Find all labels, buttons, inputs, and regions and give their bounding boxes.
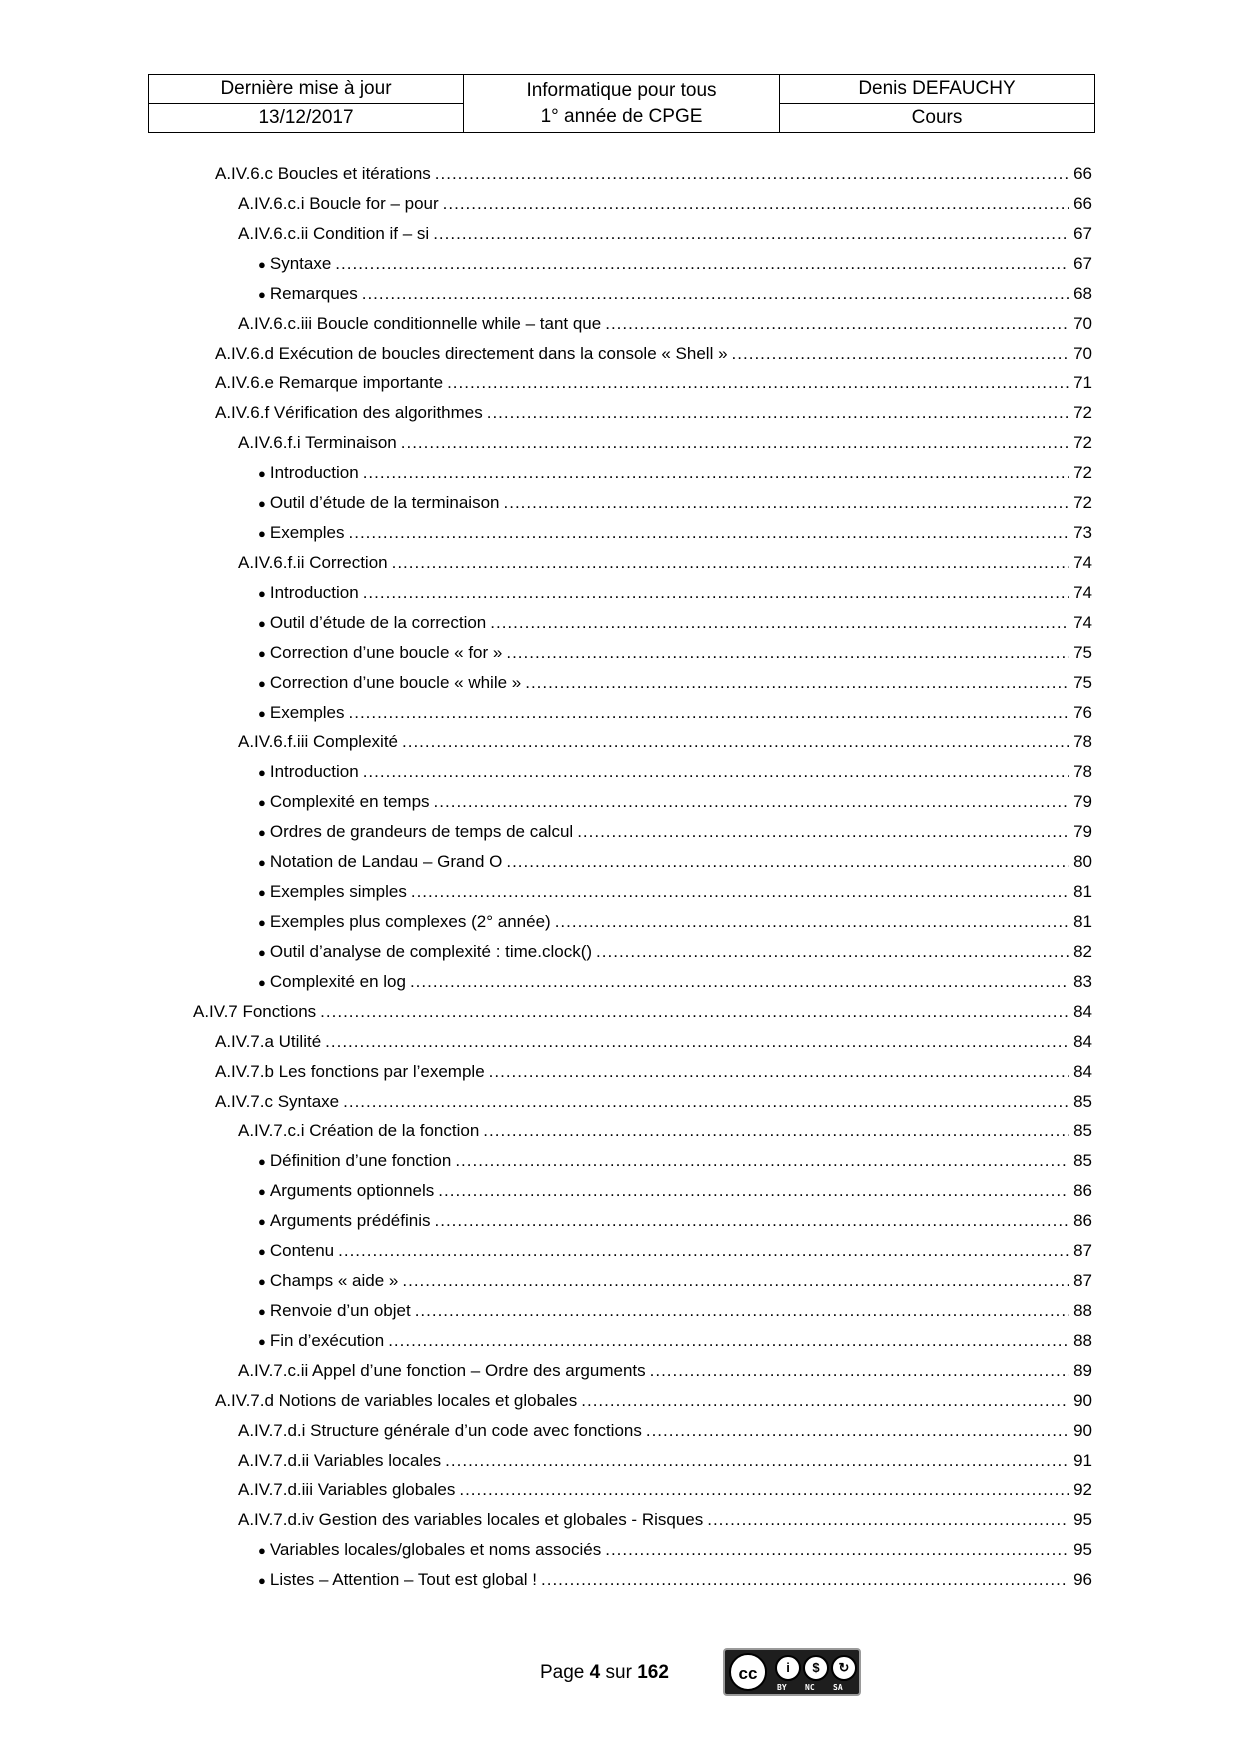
toc-entry-page: 78 — [1073, 732, 1092, 752]
toc-entry-page: 96 — [1073, 1570, 1092, 1590]
toc-entry-page: 66 — [1073, 164, 1092, 183]
dot-leader — [506, 641, 1069, 665]
toc-entry-title: A.IV.6.c.ii Condition if – si — [238, 223, 430, 243]
dot-leader — [455, 1149, 1069, 1173]
toc-entry[interactable] — [258, 820, 1092, 844]
toc-entry-title: Ordres de grandeurs de temps de calcul — [269, 822, 574, 842]
toc-entry[interactable] — [258, 641, 1092, 665]
toc-entry-title: Exemples simples — [269, 882, 407, 902]
toc-entry-page: 73 — [1073, 523, 1092, 543]
toc-entry-title: Fin d’exécution — [269, 1330, 385, 1350]
dot-leader — [338, 1239, 1069, 1263]
noncommercial-icon: $ — [803, 1655, 829, 1681]
toc-entry-title: Notation de Landau – Grand O — [269, 852, 503, 872]
toc-entry-page: 72 — [1073, 403, 1092, 423]
toc-entry[interactable] — [258, 760, 1092, 784]
toc-entry-page: 88 — [1073, 1330, 1092, 1350]
dot-leader — [343, 1090, 1069, 1114]
dot-leader — [410, 970, 1069, 994]
toc-entry-title: A.IV.7.a Utilité — [215, 1031, 322, 1051]
toc-entry-title: Correction d’une boucle « while » — [269, 672, 522, 692]
bullet-icon: ● — [258, 615, 266, 631]
toc-entry-title: Outil d’étude de la correction — [269, 612, 487, 632]
bullet-icon: ● — [258, 675, 266, 691]
bullet-icon: ● — [258, 1154, 266, 1170]
bullet-icon: ● — [258, 1214, 266, 1230]
toc-entry-title: Syntaxe — [269, 253, 332, 273]
bullet-icon: ● — [258, 705, 266, 721]
toc-entry-page: 74 — [1073, 582, 1092, 602]
page-footer — [0, 1648, 1240, 1698]
toc-entry-title: A.IV.7.d.i Structure générale d’un code avec fonctions — [238, 1420, 642, 1440]
toc-entry-page: 80 — [1073, 852, 1092, 872]
bullet-icon: ● — [258, 1303, 266, 1319]
toc-entry-title: A.IV.6.c Boucles et itérations — [215, 164, 431, 183]
toc-entry-page: 85 — [1073, 1151, 1092, 1171]
toc-entry[interactable] — [258, 790, 1092, 814]
dot-leader — [320, 1000, 1069, 1024]
bullet-icon: ● — [258, 885, 266, 901]
toc-entry-page: 84 — [1073, 1031, 1092, 1051]
dot-leader — [707, 1508, 1069, 1532]
bullet-icon: ● — [258, 1274, 266, 1290]
toc-entry-title: Remarques — [269, 283, 358, 303]
creative-commons-license-icon — [723, 1648, 861, 1696]
dot-leader — [605, 312, 1069, 336]
toc-entry[interactable] — [215, 1389, 1092, 1413]
toc-entry[interactable] — [238, 1449, 1092, 1473]
toc-entry[interactable] — [238, 222, 1092, 246]
toc-entry[interactable] — [238, 1359, 1092, 1383]
dot-leader — [402, 730, 1069, 754]
dot-leader — [363, 461, 1069, 485]
nc-label: NC — [805, 1683, 815, 1692]
toc-entry[interactable] — [238, 1478, 1092, 1502]
bullet-icon: ● — [258, 286, 266, 302]
toc-entry-title: A.IV.6.f Vérification des algorithmes — [215, 403, 483, 423]
toc-entry[interactable] — [258, 880, 1092, 904]
toc-entry-title: A.IV.7.c.i Création de la fonction — [238, 1121, 480, 1141]
toc-entry-page: 66 — [1073, 193, 1092, 213]
toc-entry-page: 82 — [1073, 941, 1092, 961]
toc-entry[interactable] — [258, 940, 1092, 964]
toc-entry-page: 90 — [1073, 1390, 1092, 1410]
toc-entry-page: 71 — [1073, 373, 1092, 393]
toc-entry-title: A.IV.6.d Exécution de boucles directement dans la console « Shell » — [215, 343, 728, 363]
toc-entry-page: 78 — [1073, 762, 1092, 782]
toc-entry[interactable] — [238, 192, 1092, 216]
toc-entry[interactable] — [238, 1508, 1092, 1532]
dot-leader — [435, 1209, 1070, 1233]
bullet-icon: ● — [258, 765, 266, 781]
toc-entry-page: 70 — [1073, 343, 1092, 363]
document-type: Cours — [780, 104, 1095, 133]
toc-entry[interactable] — [215, 162, 1092, 186]
toc-entry-title: Complexité en log — [269, 971, 406, 991]
by-label: BY — [777, 1683, 787, 1692]
toc-entry-title: Renvoie d’un objet — [269, 1300, 411, 1320]
toc-entry[interactable] — [258, 1239, 1092, 1263]
dot-leader — [541, 1568, 1069, 1592]
toc-entry-title: Contenu — [269, 1241, 335, 1261]
bullet-icon: ● — [258, 585, 266, 601]
bullet-icon: ● — [258, 526, 266, 542]
toc-entry-page: 87 — [1073, 1241, 1092, 1261]
dot-leader — [411, 880, 1069, 904]
toc-entry-title: A.IV.7.b Les fonctions par l’exemple — [215, 1061, 485, 1081]
dot-leader — [434, 790, 1070, 814]
toc-entry[interactable] — [258, 1538, 1092, 1562]
toc-entry[interactable] — [258, 910, 1092, 934]
toc-entry-title: Définition d’une fonction — [269, 1151, 452, 1171]
toc-entry-page: 87 — [1073, 1271, 1092, 1291]
toc-entry-page: 81 — [1073, 882, 1092, 902]
toc-entry-page: 67 — [1073, 223, 1092, 243]
toc-entry-title: A.IV.7 Fonctions — [193, 1001, 317, 1021]
toc-entry[interactable] — [215, 371, 1092, 395]
toc-entry-page: 72 — [1073, 463, 1092, 483]
dot-leader — [525, 671, 1069, 695]
toc-entry-page: 84 — [1073, 1061, 1092, 1081]
dot-leader — [415, 1299, 1069, 1323]
toc-entry-page: 86 — [1073, 1211, 1092, 1231]
dot-leader — [650, 1359, 1069, 1383]
dot-leader — [325, 1030, 1069, 1054]
toc-entry-title: Arguments prédéfinis — [269, 1211, 431, 1231]
dot-leader — [506, 850, 1069, 874]
dot-leader — [392, 551, 1069, 575]
toc-entry-page: 95 — [1073, 1540, 1092, 1560]
toc-entry-page: 89 — [1073, 1360, 1092, 1380]
toc-entry[interactable] — [238, 551, 1092, 575]
toc-entry[interactable] — [258, 850, 1092, 874]
toc-entry-title: Outil d’analyse de complexité : time.clock() — [269, 941, 593, 961]
toc-entry-page: 85 — [1073, 1121, 1092, 1141]
dot-leader — [363, 760, 1069, 784]
dot-leader — [388, 1329, 1069, 1353]
by-attribution-icon: i — [775, 1655, 801, 1681]
dot-leader — [433, 222, 1069, 246]
course-title: Informatique pour tous — [526, 79, 717, 101]
bullet-icon: ● — [258, 915, 266, 930]
toc-entry[interactable] — [258, 1209, 1092, 1233]
bullet-icon: ● — [258, 645, 266, 661]
toc-entry[interactable] — [238, 1419, 1092, 1443]
dot-leader — [363, 581, 1069, 605]
toc-entry-page: 70 — [1073, 313, 1092, 333]
bullet-icon: ● — [258, 825, 266, 841]
toc-entry[interactable] — [258, 1568, 1092, 1592]
toc-entry[interactable] — [258, 701, 1092, 725]
toc-entry-page: 81 — [1073, 912, 1092, 931]
toc-entry-title: Exemples — [269, 523, 345, 543]
toc-entry-page: 72 — [1073, 493, 1092, 513]
toc-entry[interactable] — [258, 521, 1092, 545]
toc-entry-page: 67 — [1073, 253, 1092, 273]
dot-leader — [483, 1119, 1069, 1143]
cc-logo-icon: cc — [729, 1653, 767, 1691]
bullet-icon: ● — [258, 256, 266, 272]
dot-leader — [459, 1478, 1069, 1502]
toc-entry[interactable] — [215, 1060, 1092, 1084]
toc-entry-title: A.IV.7.d.ii Variables locales — [238, 1450, 442, 1470]
dot-leader — [581, 1389, 1069, 1413]
toc-entry-page: 84 — [1073, 1001, 1092, 1021]
dot-leader — [646, 1419, 1069, 1443]
dot-leader — [443, 192, 1069, 216]
toc-entry[interactable] — [238, 730, 1092, 754]
toc-entry-title: Complexité en temps — [269, 792, 430, 812]
bullet-icon: ● — [258, 1184, 266, 1200]
toc-entry[interactable] — [238, 312, 1092, 336]
toc-entry-page: 83 — [1073, 971, 1092, 991]
toc-entry[interactable] — [258, 1179, 1092, 1203]
toc-entry-title: A.IV.7.d.iv Gestion des variables locales et globales - Risques — [238, 1510, 704, 1530]
toc-entry-title: Arguments optionnels — [269, 1181, 435, 1201]
toc-entry[interactable] — [258, 970, 1092, 994]
current-page: 4 — [589, 1662, 601, 1683]
toc-entry-title: Outil d’étude de la terminaison — [269, 493, 500, 513]
bullet-icon: ● — [258, 1244, 266, 1260]
dot-leader — [605, 1538, 1069, 1562]
toc-entry[interactable] — [238, 1119, 1092, 1143]
page-prefix: Page — [540, 1662, 585, 1683]
toc-entry-title: Exemples plus complexes (2° année) — [269, 912, 551, 931]
toc-entry-title: Correction d’une boucle « for » — [269, 642, 503, 662]
toc-entry[interactable] — [215, 1030, 1092, 1054]
dot-leader — [401, 431, 1069, 455]
toc-entry-title: A.IV.7.c Syntaxe — [215, 1091, 340, 1111]
toc-entry[interactable] — [258, 252, 1092, 276]
toc-entry[interactable] — [258, 1269, 1092, 1293]
toc-entry-title: A.IV.7.c.ii Appel d’une fonction – Ordre des arguments — [238, 1360, 646, 1380]
document-header — [148, 74, 1095, 133]
toc-entry-title: Introduction — [269, 463, 359, 483]
toc-entry[interactable] — [258, 611, 1092, 635]
course-level: 1° année de CPGE — [540, 105, 703, 127]
toc-entry-page: 88 — [1073, 1300, 1092, 1320]
bullet-icon: ● — [258, 974, 266, 990]
toc-entry-title: A.IV.6.f.ii Correction — [238, 552, 388, 572]
toc-entry-title: Listes – Attention – Tout est global ! — [269, 1570, 538, 1590]
toc-entry-page: 74 — [1073, 552, 1092, 572]
dot-leader — [349, 701, 1070, 725]
toc-entry[interactable] — [215, 342, 1092, 366]
toc-entry[interactable] — [258, 671, 1092, 695]
bullet-icon: ● — [258, 855, 266, 871]
toc-entry-page: 90 — [1073, 1420, 1092, 1440]
sharealike-icon: ↻ — [831, 1655, 857, 1681]
dot-leader — [335, 252, 1069, 276]
toc-entry[interactable] — [258, 581, 1092, 605]
dot-leader — [445, 1449, 1069, 1473]
last-update-label: Dernière mise à jour — [149, 75, 464, 104]
page-number-text — [540, 1662, 669, 1684]
dot-leader — [489, 1060, 1069, 1084]
toc-entry-title: Variables locales/globales et noms associés — [269, 1540, 602, 1560]
sa-label: SA — [833, 1683, 843, 1692]
toc-entry-page: 85 — [1073, 1091, 1092, 1111]
toc-entry[interactable] — [258, 1299, 1092, 1323]
dot-leader — [732, 342, 1070, 366]
toc-entry[interactable] — [258, 491, 1092, 515]
dot-leader — [504, 491, 1070, 515]
bullet-icon: ● — [258, 1333, 266, 1349]
toc-entry-page: 72 — [1073, 433, 1092, 453]
page-separator: sur — [605, 1662, 632, 1683]
toc-entry-title: Exemples — [269, 702, 345, 722]
toc-entry-title: A.IV.6.e Remarque importante — [215, 373, 444, 393]
dot-leader — [447, 371, 1069, 395]
toc-entry[interactable] — [258, 1149, 1092, 1173]
toc-entry-page: 91 — [1073, 1450, 1092, 1470]
bullet-icon: ● — [258, 944, 266, 960]
toc-entry-title: A.IV.6.f.iii Complexité — [238, 732, 398, 752]
dot-leader — [349, 521, 1070, 545]
dot-leader — [438, 1179, 1069, 1203]
toc-entry-page: 75 — [1073, 672, 1092, 692]
toc-entry[interactable] — [215, 1090, 1092, 1114]
dot-leader — [487, 401, 1069, 425]
author-name: Denis DEFAUCHY — [780, 75, 1095, 104]
toc-entry-page: 74 — [1073, 612, 1092, 632]
toc-entry[interactable] — [238, 431, 1092, 455]
toc-entry[interactable] — [258, 282, 1092, 306]
toc-entry-title: Introduction — [269, 762, 359, 782]
bullet-icon: ● — [258, 466, 266, 482]
last-update-date: 13/12/2017 — [149, 104, 464, 133]
toc-entry-page: 86 — [1073, 1181, 1092, 1201]
toc-entry-page: 68 — [1073, 283, 1092, 303]
dot-leader — [435, 162, 1069, 186]
toc-entry-page: 79 — [1073, 822, 1092, 842]
toc-entry[interactable] — [258, 1329, 1092, 1353]
bullet-icon: ● — [258, 1543, 266, 1559]
toc-entry-title: Champs « aide » — [269, 1271, 399, 1291]
dot-leader — [596, 940, 1069, 964]
dot-leader — [362, 282, 1069, 306]
toc-entry[interactable] — [193, 1000, 1092, 1024]
toc-entry-page: 79 — [1073, 792, 1092, 812]
toc-entry[interactable] — [215, 401, 1092, 425]
toc-entry[interactable] — [258, 461, 1092, 485]
dot-leader — [555, 910, 1069, 934]
toc-entry-title: A.IV.7.d.iii Variables globales — [238, 1480, 456, 1500]
toc-entry-title: A.IV.7.d Notions de variables locales et globales — [215, 1390, 578, 1410]
course-cell — [464, 75, 780, 133]
dot-leader — [490, 611, 1069, 635]
bullet-icon: ● — [258, 496, 266, 512]
total-pages: 162 — [637, 1662, 669, 1683]
toc-entry-title: Introduction — [269, 582, 359, 602]
bullet-icon: ● — [258, 795, 266, 811]
toc-entry-page: 76 — [1073, 702, 1092, 722]
bullet-icon: ● — [258, 1573, 266, 1589]
toc-entry-title: A.IV.6.f.i Terminaison — [238, 433, 397, 453]
toc-entry-page: 75 — [1073, 642, 1092, 662]
toc-entry-title: A.IV.6.c.i Boucle for – pour — [238, 193, 439, 213]
toc-entry-page: 92 — [1073, 1480, 1092, 1500]
dot-leader — [577, 820, 1069, 844]
toc-entry-title: A.IV.6.c.iii Boucle conditionnelle while – tant que — [238, 313, 602, 333]
toc-entry-page: 95 — [1073, 1510, 1092, 1530]
dot-leader — [402, 1269, 1069, 1293]
